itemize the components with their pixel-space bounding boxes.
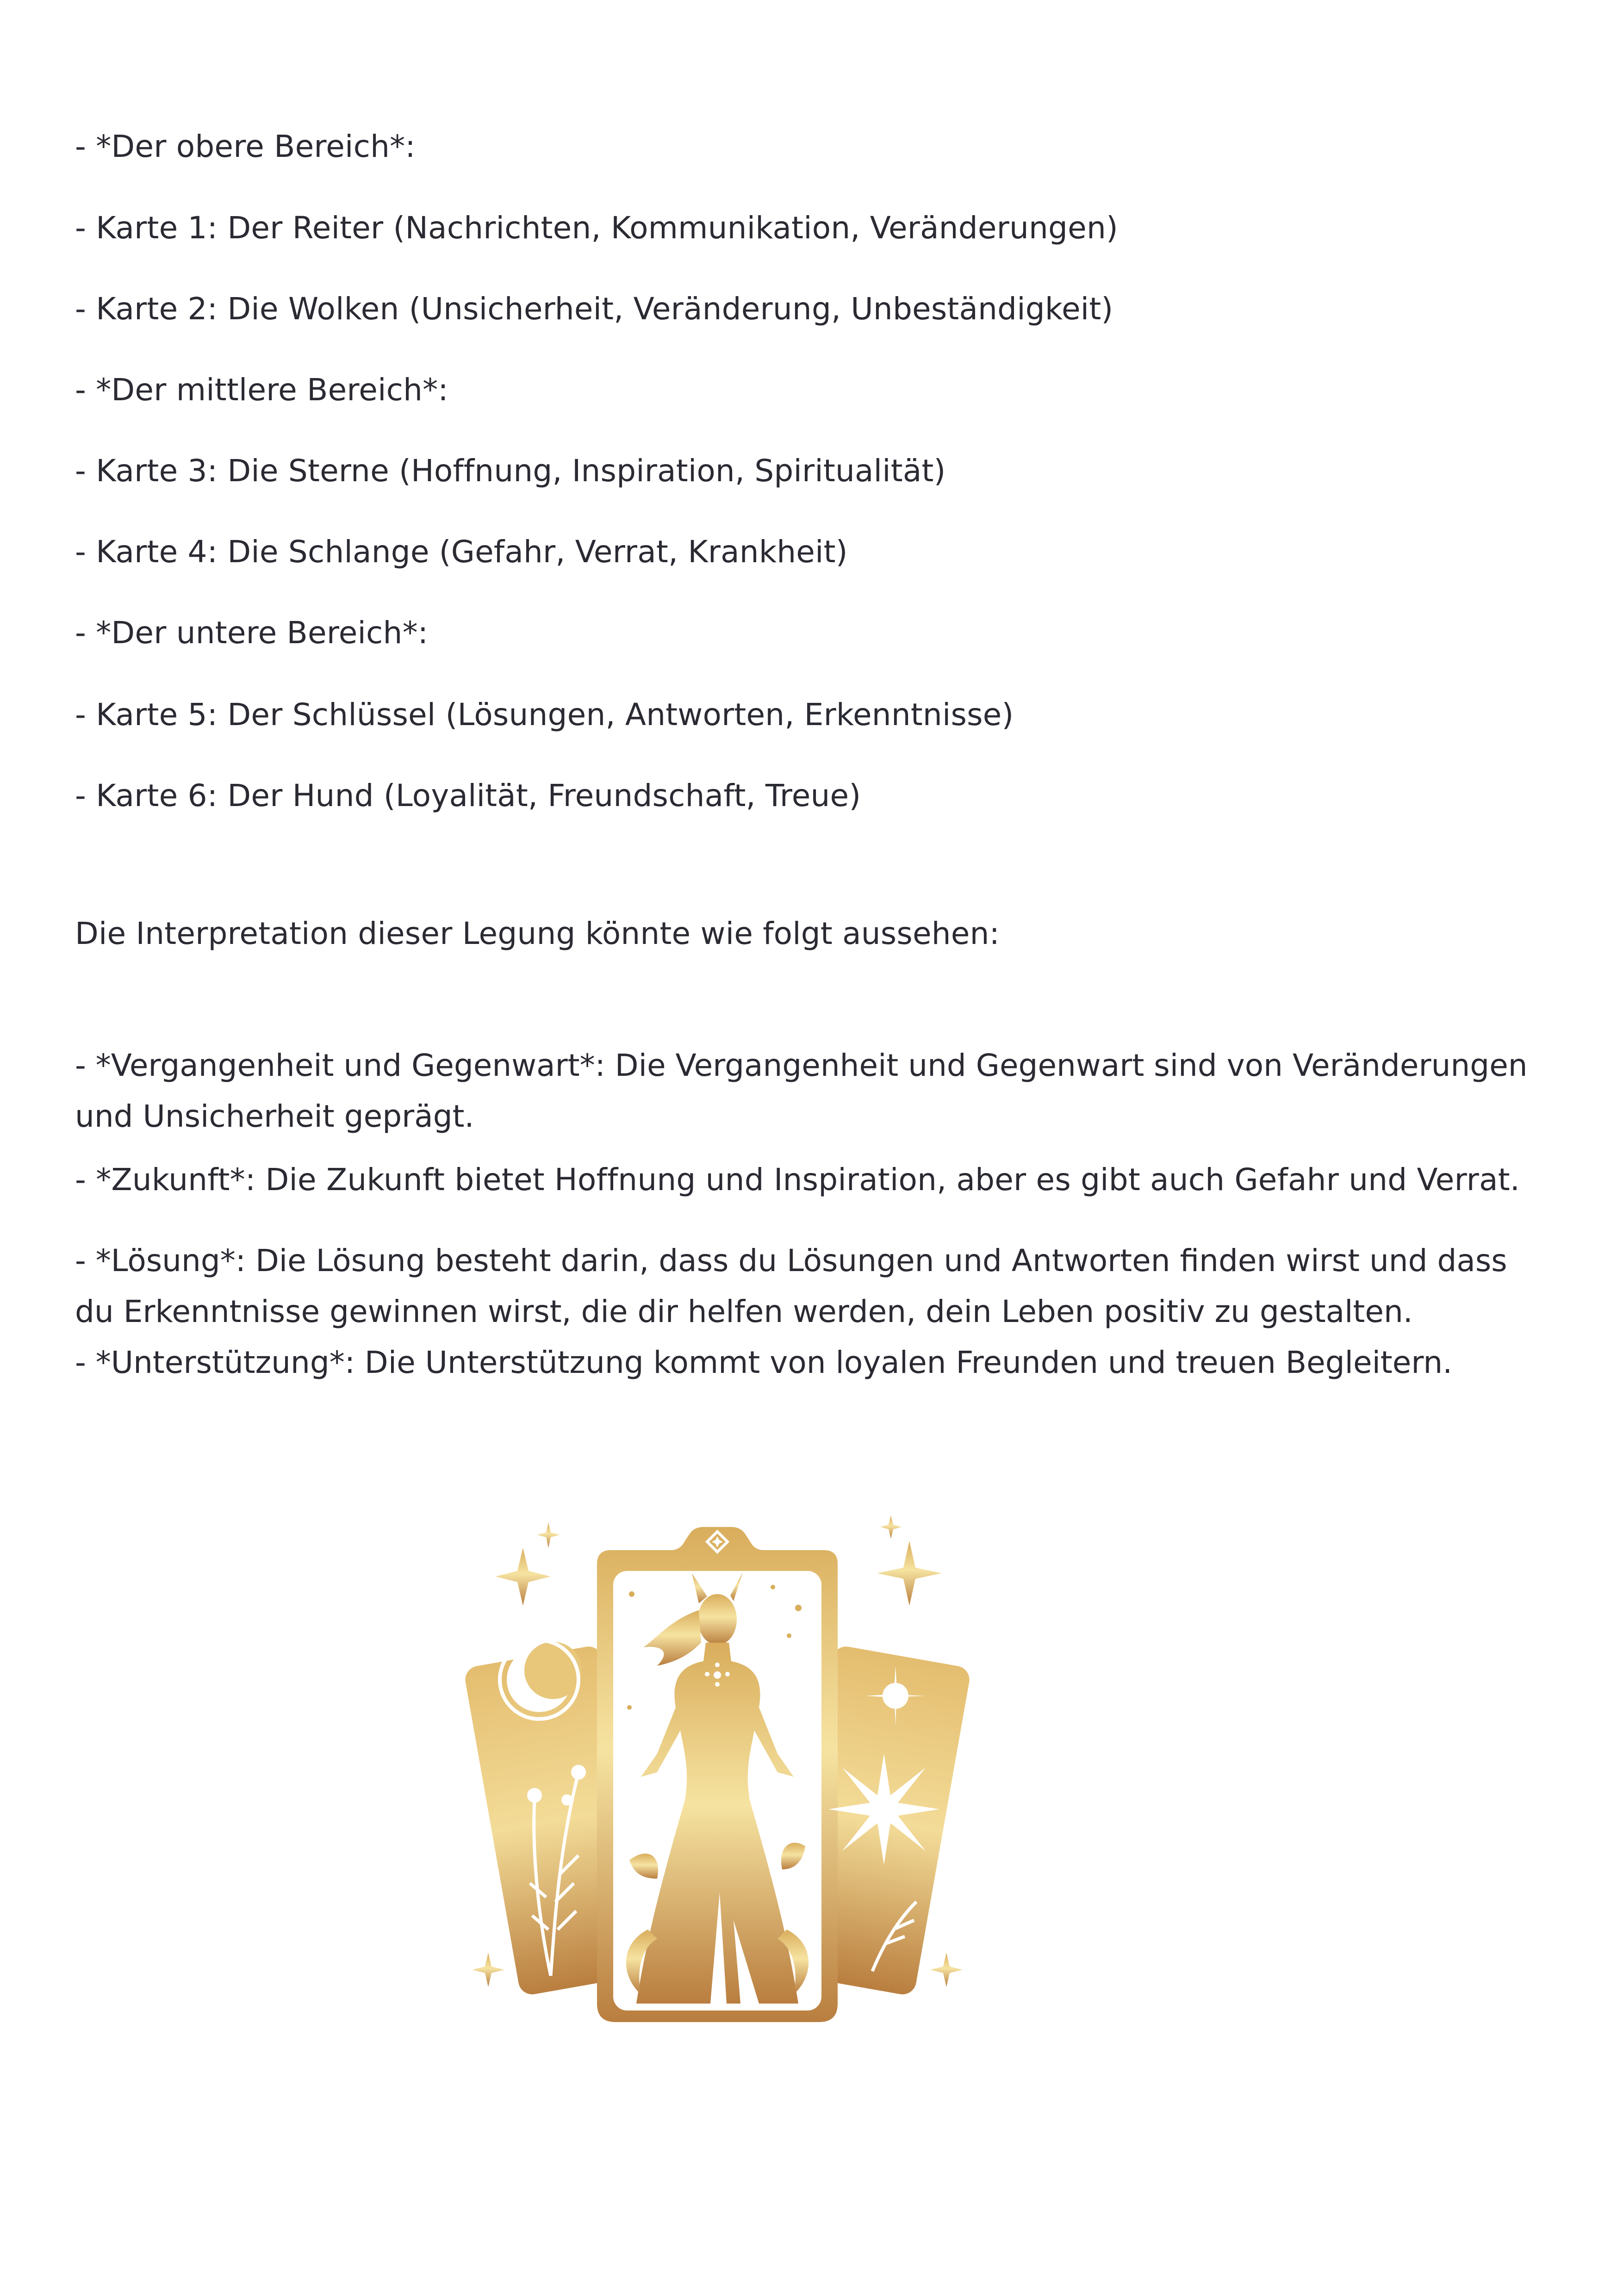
interpretation-solution: [75, 1235, 1556, 1388]
paragraph-line: du Erkenntnisse gewinnen wirst, die dir helfen werden, dein Leben positiv zu gestalten.: [75, 1294, 1413, 1329]
paragraph-line: - *Lösung*: Die Lösung besteht darin, dass du Lösungen und Antworten finden wirst und dass: [75, 1243, 1507, 1278]
tarot-cards-woman-icon: [454, 1513, 981, 2036]
interpretation-support: - *Unterstützung*: Die Unterstützung kommt von loyalen Freunden und treuen Begleitern.: [75, 1345, 1453, 1380]
list-item-card-6: - Karte 6: Der Hund (Loyalität, Freundschaft, Treue): [75, 778, 861, 813]
upper-section-heading: - *Der obere Bereich*:: [75, 129, 416, 164]
list-item-card-4: - Karte 4: Die Schlange (Gefahr, Verrat, Krankheit): [75, 534, 848, 570]
starburst-icon: [828, 1754, 939, 1865]
lower-section-heading: - *Der untere Bereich*:: [75, 615, 429, 651]
interpretation-future: - *Zukunft*: Die Zukunft bietet Hoffnung und Inspiration, aber es gibt auch Gefahr und Verrat.: [75, 1162, 1520, 1198]
interpretation-past-present: [75, 1040, 1556, 1142]
list-item-card-2: - Karte 2: Die Wolken (Unsicherheit, Veränderung, Unbeständigkeit): [75, 291, 1113, 327]
middle-section-heading: - *Der mittlere Bereich*:: [75, 372, 448, 408]
moon-icon: [500, 1640, 582, 1719]
paragraph-line: - *Vergangenheit und Gegenwart*: Die Vergangenheit und Gegenwart sind von Veränderungen: [75, 1048, 1528, 1083]
list-item-card-3: - Karte 3: Die Sterne (Hoffnung, Inspiration, Spiritualität): [75, 453, 946, 489]
paragraph-line: und Unsicherheit geprägt.: [75, 1098, 474, 1134]
list-item-card-5: - Karte 5: Der Schlüssel (Lösungen, Antworten, Erkenntnisse): [75, 697, 1014, 732]
list-item-card-1: - Karte 1: Der Reiter (Nachrichten, Kommunikation, Veränderungen): [75, 210, 1118, 246]
interpretation-intro: Die Interpretation dieser Legung könnte wie folgt aussehen:: [75, 916, 1000, 951]
